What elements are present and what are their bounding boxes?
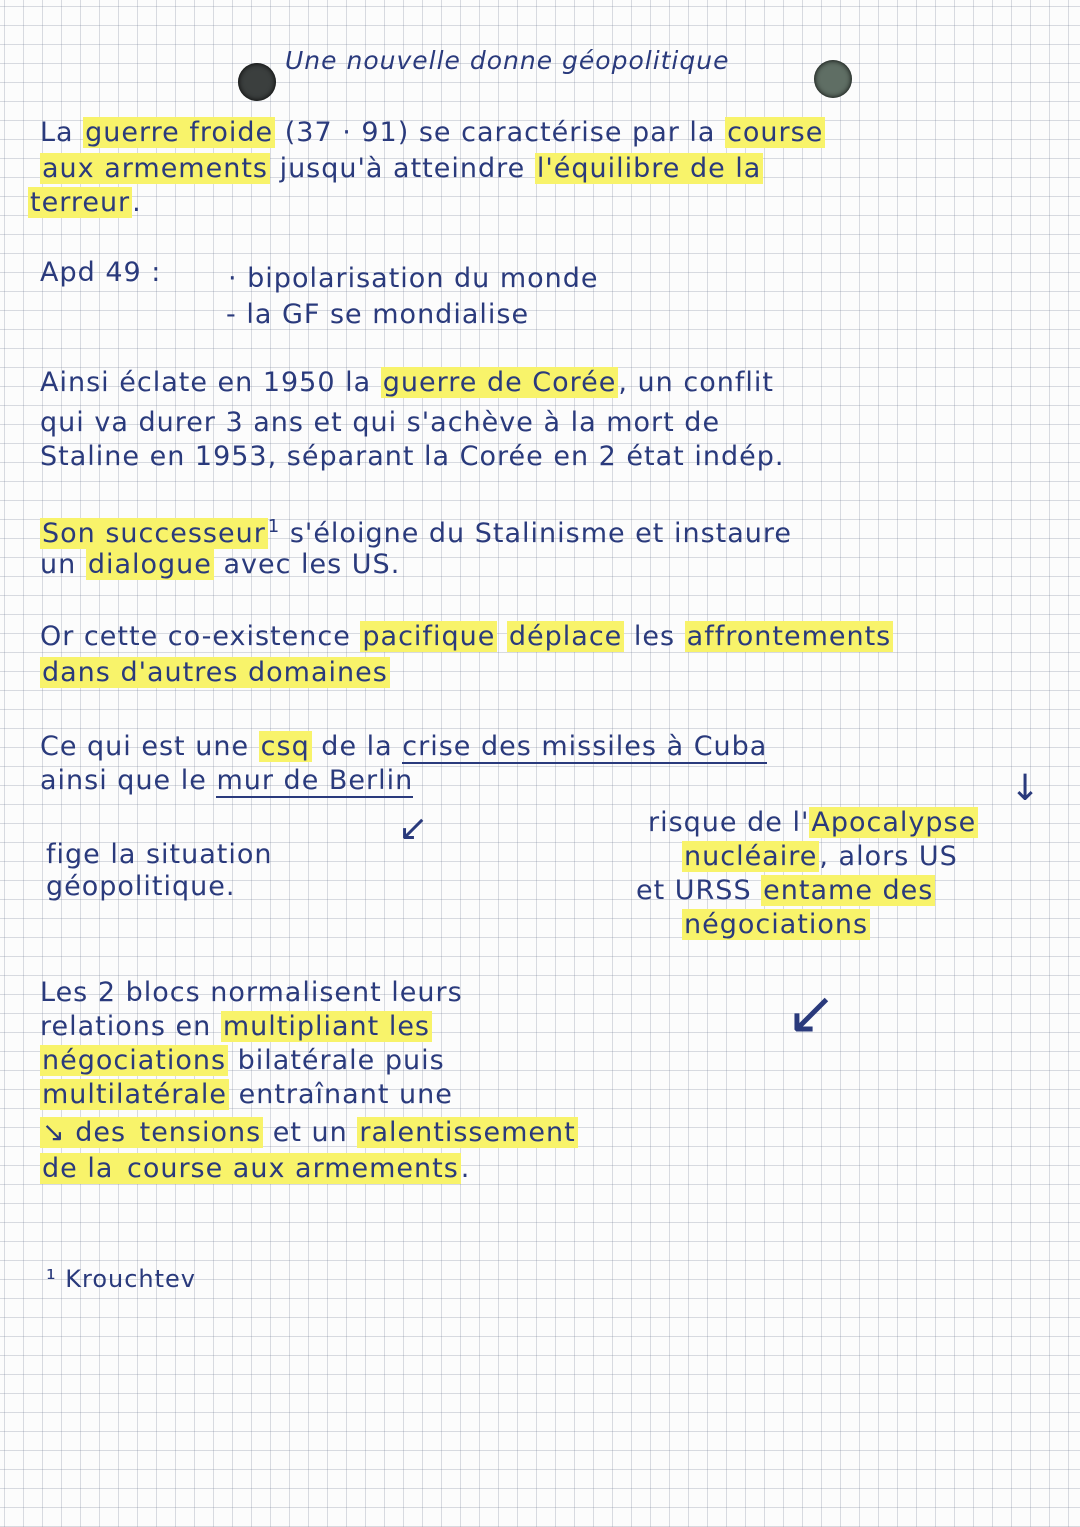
text: et un — [263, 1117, 358, 1148]
text: . — [460, 1153, 471, 1184]
text: jusqu'à atteindre — [269, 153, 535, 184]
p4-line1 — [40, 620, 893, 654]
highlight: pacifique — [362, 621, 496, 652]
p5-line1 — [40, 730, 767, 764]
page-title: Une nouvelle donne géopolitique — [285, 46, 730, 75]
text: bilatérale puis — [228, 1045, 445, 1076]
text: relations en — [40, 1011, 221, 1042]
punch-hole-left — [238, 63, 276, 101]
p6-line5 — [40, 1116, 578, 1150]
highlight: Apocalypse — [811, 807, 977, 838]
p2-line3: Staline en 1953, séparant la Corée en 2 état indép. — [40, 441, 785, 472]
p6-line4 — [40, 1078, 453, 1112]
text: Ainsi éclate en 1950 la — [40, 367, 381, 398]
p5-line2 — [40, 764, 413, 798]
footnote-mark: 1 — [267, 516, 281, 537]
text: de la — [311, 731, 403, 762]
p3-line1 — [40, 510, 792, 551]
left-note-line2: géopolitique. — [46, 871, 236, 902]
text: , alors US — [819, 841, 958, 872]
underlined-text: crise des missiles à Cuba — [402, 731, 768, 762]
apd-item-2 — [226, 298, 529, 332]
text: (37 · 91) se caractérise par la — [275, 117, 726, 148]
highlight: dans d'autres domaines — [42, 657, 388, 688]
highlight: multipliant les — [222, 1011, 430, 1042]
p2-line2: qui va durer 3 ans et qui s'achève à la mort de — [40, 407, 721, 438]
underlined-text: mur de Berlin — [216, 765, 414, 796]
highlight: déplace — [508, 621, 623, 652]
arrow-down-icon: ↓ — [1010, 768, 1041, 809]
highlight: nucléaire — [684, 841, 818, 872]
highlight: l'équilibre de la — [536, 153, 762, 184]
highlight: terreur — [30, 187, 131, 218]
p3-line2 — [40, 548, 400, 582]
p6-line6 — [40, 1152, 470, 1186]
text — [497, 621, 507, 652]
highlight: course — [727, 117, 824, 148]
text: s'éloigne du Stalinisme et instaure — [280, 518, 793, 549]
apd-item-1: · bipolarisation du monde — [228, 263, 599, 294]
text: , un conflit — [618, 367, 774, 398]
highlight: de la — [42, 1153, 123, 1184]
right-note-line1 — [648, 806, 978, 840]
p6-line2 — [40, 1010, 432, 1044]
text: - la GF se mondialise — [226, 299, 530, 330]
p1-line2 — [40, 152, 763, 186]
text: risque de l' — [648, 807, 810, 838]
highlight: ralentissement — [359, 1117, 576, 1148]
p6-line3 — [40, 1044, 445, 1078]
right-note-line2 — [682, 840, 958, 874]
highlight: négociations — [42, 1045, 227, 1076]
highlight: négociations — [684, 909, 869, 940]
arrow-down-left-icon: ↙ — [786, 978, 837, 1048]
text: entraînant une — [229, 1079, 453, 1110]
punch-hole-right — [814, 60, 852, 98]
p2-line1 — [40, 366, 774, 400]
highlight: guerre de Corée — [382, 367, 617, 398]
text: La — [40, 117, 84, 148]
footnote: ¹ Krouchtev — [46, 1265, 197, 1293]
highlight: guerre froide — [85, 117, 274, 148]
highlight: aux armements — [42, 153, 268, 184]
text: Or cette co-existence — [40, 621, 361, 652]
text: ainsi que le — [40, 765, 217, 796]
text: les — [624, 621, 685, 652]
arrow-down-left-icon: ↙ — [398, 808, 429, 849]
right-note-line3 — [636, 874, 935, 908]
highlight: course aux armements — [126, 1153, 459, 1184]
text: avec les US. — [213, 549, 401, 580]
highlight: multilatérale — [42, 1079, 228, 1110]
p6-line1: Les 2 blocs normalisent leurs — [40, 977, 463, 1008]
p1-line1 — [40, 116, 825, 150]
text: et URSS — [636, 875, 762, 906]
highlight: Son successeur — [42, 518, 266, 549]
left-note-line1: fige la situation — [46, 839, 273, 870]
highlight: ↘ des — [42, 1117, 136, 1148]
highlight: dialogue — [87, 549, 212, 580]
text: un — [40, 549, 86, 580]
highlight: csq — [260, 731, 310, 762]
p1-line3 — [28, 186, 142, 220]
highlight: affrontements — [686, 621, 892, 652]
apd-label: Apd 49 : — [40, 257, 162, 288]
right-note-line4 — [682, 908, 870, 942]
text: . — [132, 187, 142, 218]
highlight: tensions — [139, 1117, 262, 1148]
p4-line2 — [40, 656, 390, 690]
highlight: entame des — [763, 875, 934, 906]
text: Ce qui est une — [40, 731, 259, 762]
